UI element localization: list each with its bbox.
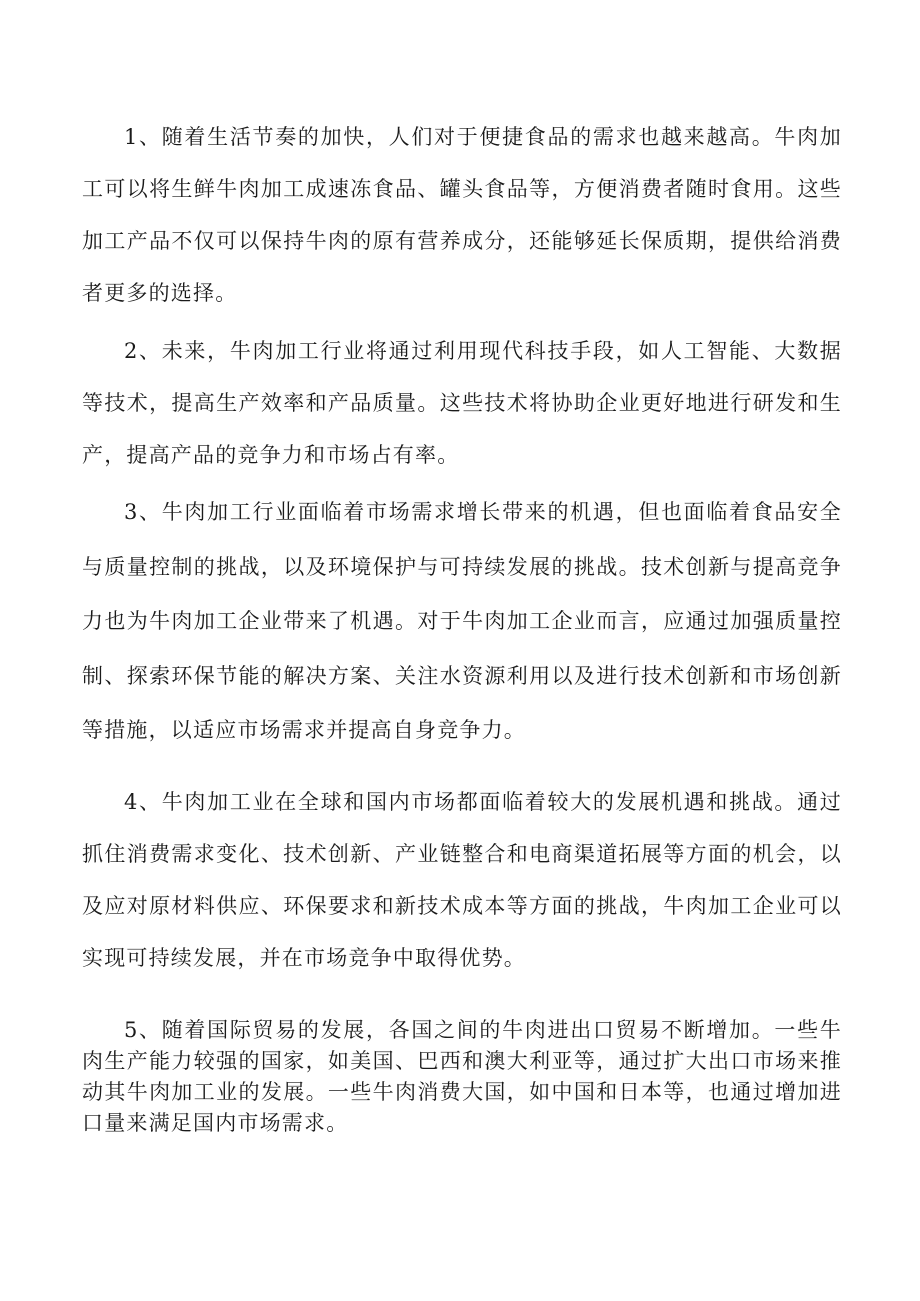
paragraph-4: 4、牛肉加工业在全球和国内市场都面临着较大的发展机遇和挑战。通过抓住消费需求变化、技术创新、产业链整合和电商渠道拓展等方面的机会，以及应对原材料供应、环保要求和新技术成本等方面的挑战，牛肉加工企业可以实现可持续发展，并在市场竞争中取得优势。 xyxy=(82,790,842,970)
paragraph-2: 2、未来，牛肉加工行业将通过利用现代科技手段，如人工智能、大数据等技术，提高生产效率和产品质量。这些技术将协助企业更好地进行研发和生产，提高产品的竞争力和市场占有率。 xyxy=(82,339,842,467)
paragraph-3: 3、牛肉加工行业面临着市场需求增长带来的机遇，但也面临着食品安全与质量控制的挑战，以及环境保护与可持续发展的挑战。技术创新与提高竞争力也为牛肉加工企业带来了机遇。对于牛肉加工企业而言，应通过加强质量控制、探索环保节能的解决方案、关注水资源利用以及进行技术创新和市场创新等措施，以适应市场需求并提高自身竞争力。 xyxy=(82,500,842,742)
paragraph-5: 5、随着国际贸易的发展，各国之间的牛肉进出口贸易不断增加。一些牛肉生产能力较强的国家，如美国、巴西和澳大利亚等，通过扩大出口市场来推动其牛肉加工业的发展。一些牛肉消费大国，如中国和日本等，也通过增加进口量来满足国内市场需求。 xyxy=(82,1018,842,1135)
paragraph-1: 1、随着生活节奏的加快，人们对于便捷食品的需求也越来越高。牛肉加工可以将生鲜牛肉加工成速冻食品、罐头食品等，方便消费者随时食用。这些加工产品不仅可以保持牛肉的原有营养成分，还能够延长保质期，提供给消费者更多的选择。 xyxy=(82,125,842,305)
